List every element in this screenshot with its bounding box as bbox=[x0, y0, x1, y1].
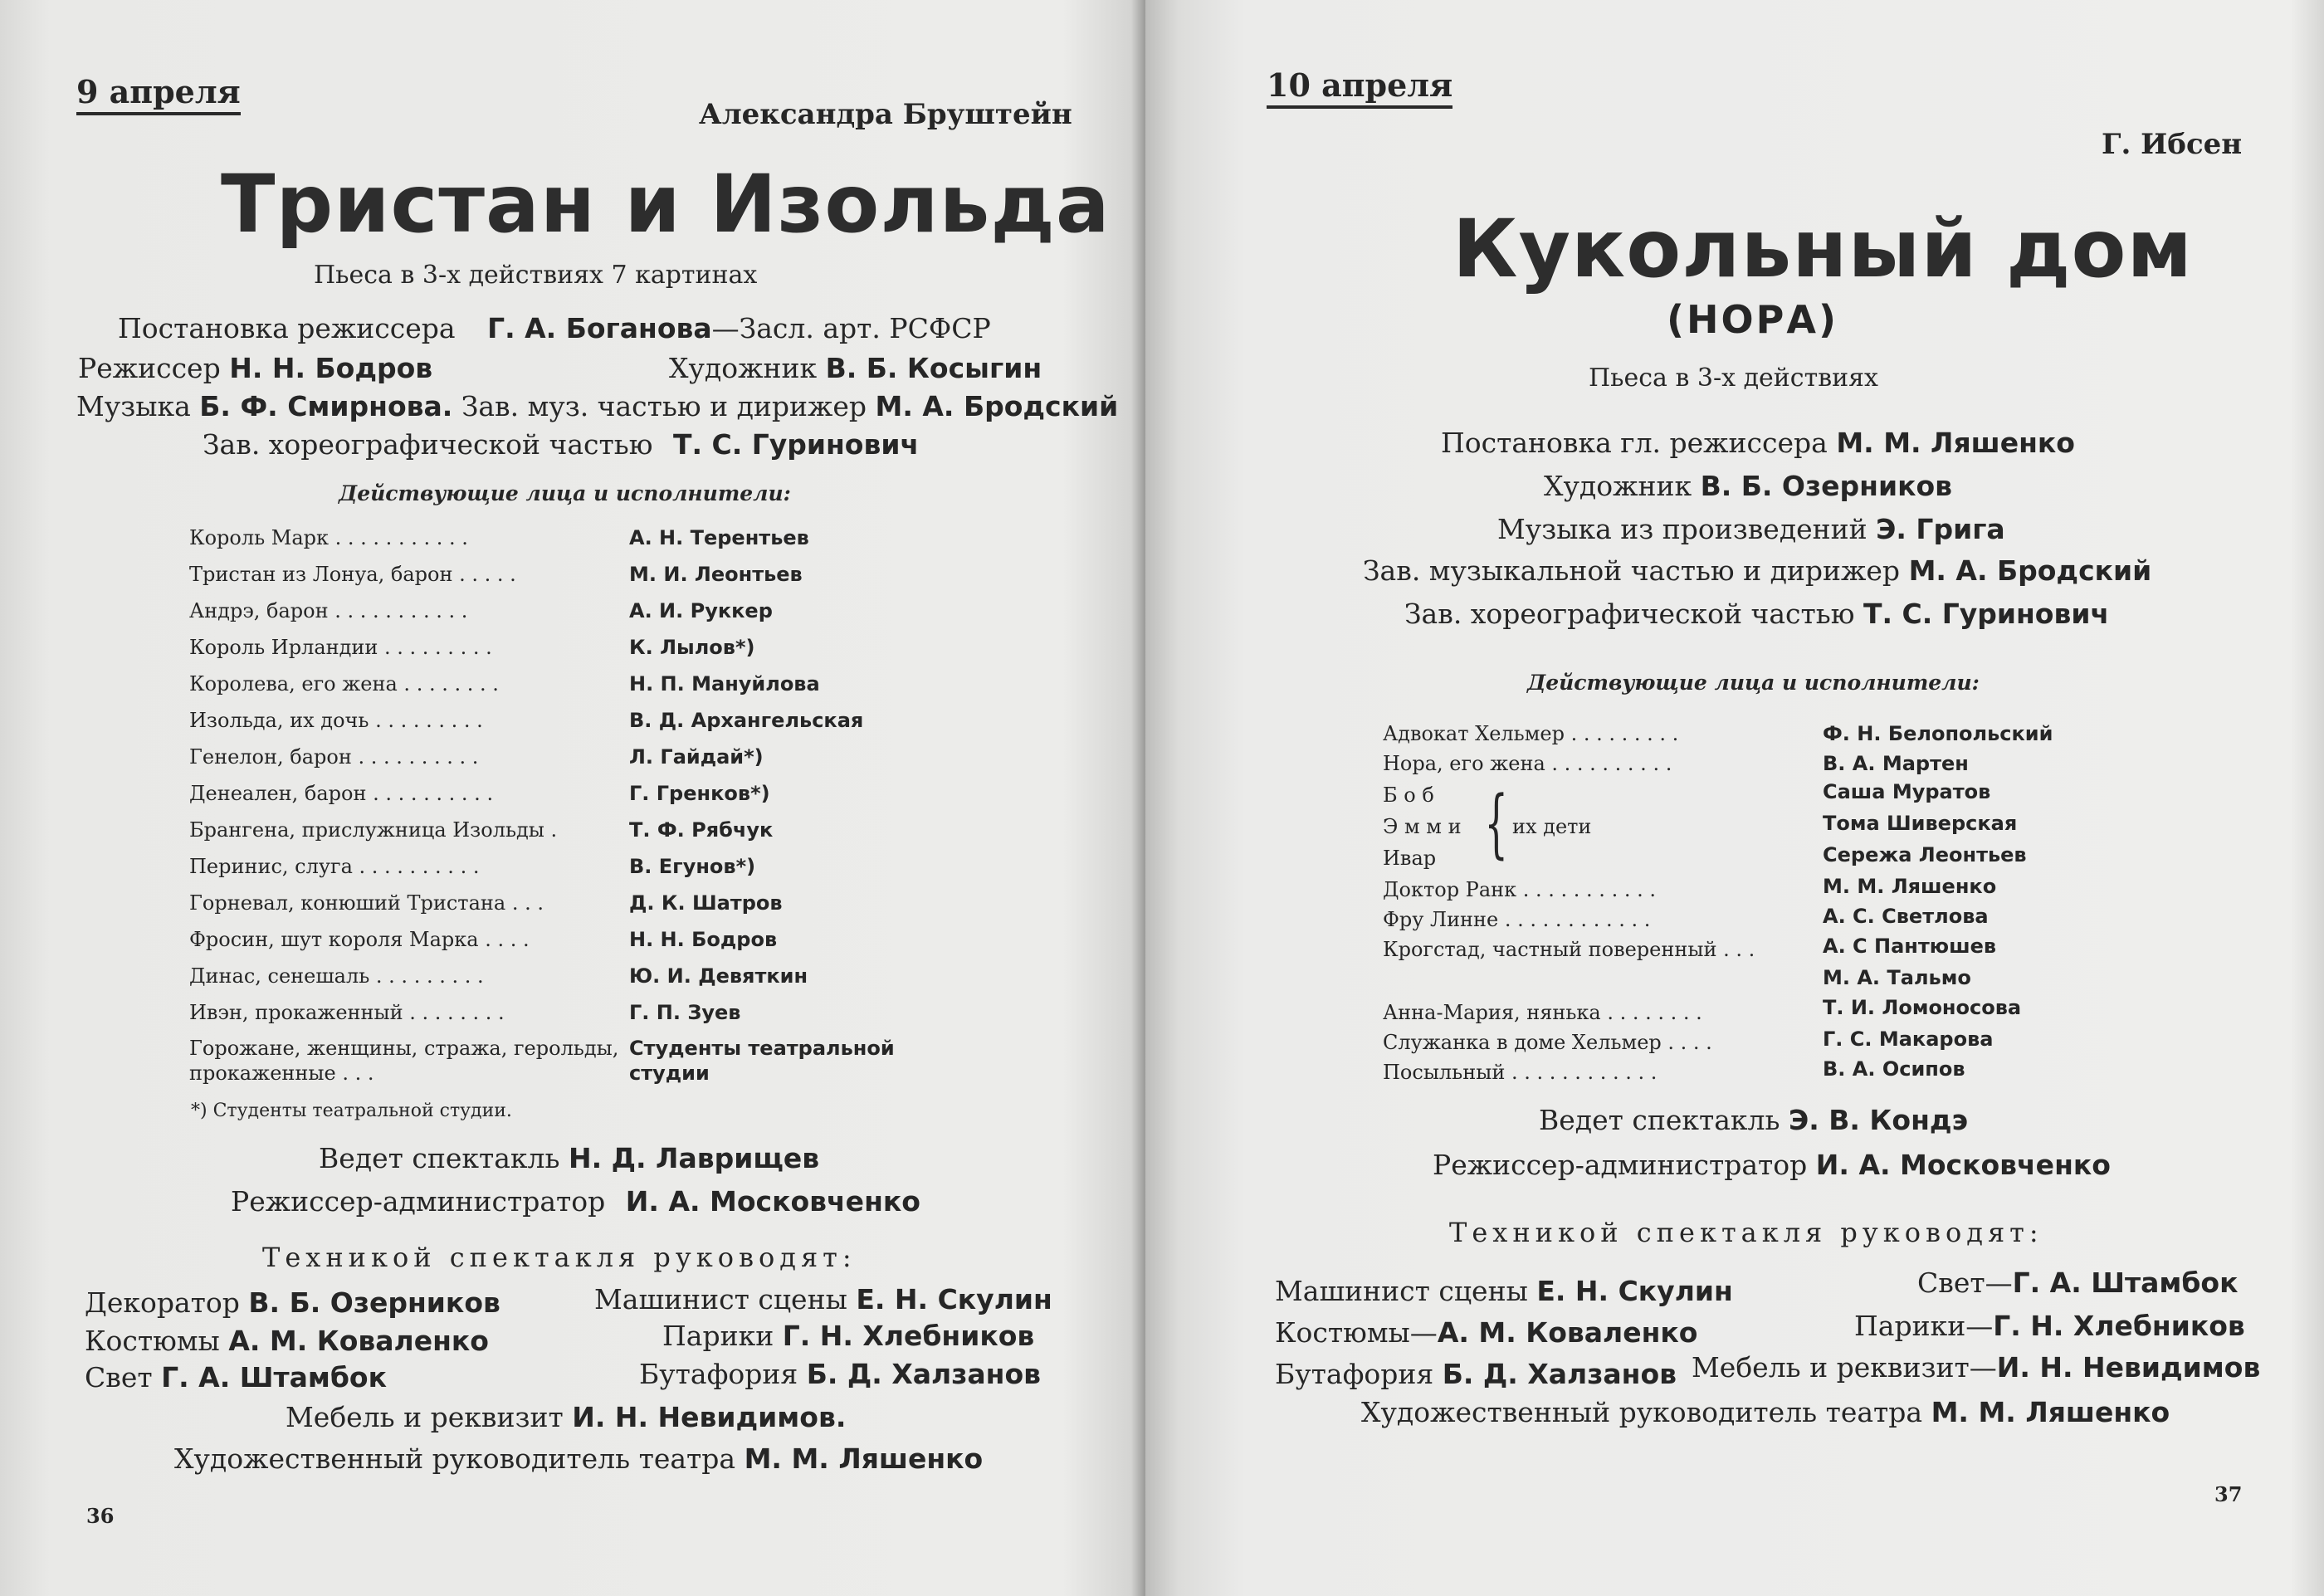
right-cast-list bbox=[1383, 722, 2213, 1087]
cast-actor: Саша Муратов bbox=[1823, 780, 1991, 803]
child-name: Б о б bbox=[1383, 783, 1434, 807]
left-crew-choreo: Зав. хореографической частью Т. С. Гуринович bbox=[203, 428, 920, 461]
cast-actor: Ф. Н. Белопольский bbox=[1823, 722, 2053, 745]
left-crew-artist: Художник В. Б. Косыгин bbox=[669, 352, 1042, 384]
cast-actor: В. А. Осипов bbox=[1823, 1057, 1965, 1081]
right-tech-machinist: Машинист сцены Е. Н. Скулин bbox=[1275, 1275, 1733, 1307]
cast-row: Горожане, женщины, стража, герольды, прокаженные . . . bbox=[189, 1037, 619, 1085]
cast-row: Король Марк . . . . . . . . . . . bbox=[189, 526, 468, 549]
cast-actor: В. Егунов*) bbox=[629, 855, 756, 878]
cast-actor: Т. И. Ломоносова bbox=[1823, 996, 2022, 1019]
cast-row: Брангена, прислужница Изольды . bbox=[189, 818, 558, 842]
right-crew-director: Постановка гл. режиссера М. М. Ляшенко bbox=[1441, 427, 2075, 459]
cast-row: Нора, его жена . . . . . . . . . . bbox=[1383, 752, 1672, 775]
cast-actor: Д. К. Шатров bbox=[629, 891, 783, 915]
left-admin: Режиссер-администратор И. А. Московченко bbox=[231, 1185, 920, 1218]
left-tech-decorator: Декоратор В. Б. Озерников bbox=[85, 1286, 500, 1319]
cast-row: Служанка в доме Хельмер . . . . bbox=[1383, 1031, 1712, 1054]
cast-actor: Л. Гайдай*) bbox=[629, 745, 764, 769]
left-crew-regisseur: Режиссер Н. Н. Бодров bbox=[78, 352, 433, 384]
cast-row: Анна-Мария, нянька . . . . . . . . bbox=[1383, 1001, 1702, 1024]
left-page bbox=[0, 0, 1145, 1596]
children-label: их дети bbox=[1512, 815, 1592, 838]
cast-actor: Н. Н. Бодров bbox=[629, 928, 778, 951]
left-tech-machinist: Машинист сцены Е. Н. Скулин bbox=[594, 1283, 1052, 1315]
cast-row: Перинис, слуга . . . . . . . . . . bbox=[189, 855, 480, 878]
right-page bbox=[1145, 0, 2324, 1596]
cast-actor: Студенты театральной студии bbox=[629, 1037, 895, 1085]
left-title: Тристан и Изольда bbox=[221, 158, 1111, 251]
cast-row: Ивэн, прокаженный . . . . . . . . bbox=[189, 1001, 505, 1024]
left-tech-light: Свет Г. А. Штамбок bbox=[85, 1361, 387, 1393]
left-cast-heading: Действующие лица и исполнители: bbox=[339, 481, 791, 505]
cast-row: Король Ирландии . . . . . . . . . bbox=[189, 636, 492, 659]
right-art-director: Художественный руководитель театра М. М. Ляшенко bbox=[1361, 1396, 2170, 1428]
cast-actor: А. С Пантюшев bbox=[1823, 935, 1997, 958]
left-subtitle: Пьеса в 3-х действиях 7 картинах bbox=[314, 261, 758, 290]
cast-row: Посыльный . . . . . . . . . . . . bbox=[1383, 1061, 1658, 1084]
cast-row: Динас, сенешаль . . . . . . . . . bbox=[189, 964, 484, 988]
right-author: Г. Ибсен bbox=[2102, 128, 2243, 161]
cast-row: Андрэ, барон . . . . . . . . . . . bbox=[189, 599, 468, 622]
right-crew-music: Музыка из произведений Э. Грига bbox=[1497, 513, 2005, 545]
cast-actor: А. И. Руккер bbox=[629, 599, 773, 622]
right-tech-heading: Техникой спектакля руководят: bbox=[1449, 1217, 2043, 1248]
right-title-sub: (НОРА) bbox=[1667, 297, 1838, 342]
cast-actor: А. С. Светлова bbox=[1823, 905, 1989, 928]
right-crew-conductor: Зав. музыкальной частью и дирижер М. А. Бродский bbox=[1363, 554, 2152, 587]
left-art-director: Художественный руководитель театра М. М. Ляшенко bbox=[174, 1442, 984, 1475]
cast-actor: Сережа Леонтьев bbox=[1823, 843, 2027, 866]
right-tech-wigs: Парики—Г. Н. Хлебников bbox=[1854, 1310, 2245, 1342]
cast-actor: Г. П. Зуев bbox=[629, 1001, 741, 1024]
cast-row: Денеален, барон . . . . . . . . . . bbox=[189, 782, 494, 805]
cast-row: Фру Линне . . . . . . . . . . . . bbox=[1383, 908, 1651, 931]
right-tech-props: Бутафория Б. Д. Халзанов bbox=[1275, 1358, 1677, 1390]
cast-row: Доктор Ранк . . . . . . . . . . . bbox=[1383, 878, 1656, 901]
cast-actor: А. Н. Терентьев bbox=[629, 526, 809, 549]
child-name: Э м м и bbox=[1383, 815, 1462, 838]
cast-actor: В. А. Мартен bbox=[1823, 752, 1969, 775]
right-page-number: 37 bbox=[2214, 1482, 2243, 1506]
right-crew-choreo: Зав. хореографической частью Т. С. Гуринович bbox=[1404, 598, 2110, 630]
left-author: Александра Бруштейн bbox=[699, 98, 1072, 131]
left-page-number: 36 bbox=[86, 1504, 115, 1528]
left-cast-list bbox=[189, 526, 936, 1091]
cast-row: Королева, его жена . . . . . . . . bbox=[189, 672, 499, 696]
cast-row: Генелон, барон . . . . . . . . . . bbox=[189, 745, 479, 769]
left-tech-costumes: Костюмы А. М. Коваленко bbox=[85, 1325, 489, 1357]
child-name: Ивар bbox=[1383, 847, 1437, 870]
cast-actor: М. М. Ляшенко bbox=[1823, 875, 1997, 898]
right-subtitle: Пьеса в 3-х действиях bbox=[1589, 364, 1878, 393]
left-tech-wigs: Парики Г. Н. Хлебников bbox=[662, 1320, 1035, 1352]
cast-actor: К. Лылов*) bbox=[629, 636, 755, 659]
right-tech-costumes: Костюмы—А. М. Коваленко bbox=[1275, 1316, 1698, 1349]
left-tech-props: Бутафория Б. Д. Халзанов bbox=[639, 1358, 1042, 1390]
cast-actor: Тома Шиверская bbox=[1823, 812, 2018, 835]
cast-actor: М. А. Тальмо bbox=[1823, 966, 1971, 989]
brace-icon: { bbox=[1484, 780, 1508, 867]
right-date: 10 апреля bbox=[1267, 66, 1452, 109]
left-lead: Ведет спектакль Н. Д. Лаврищев bbox=[319, 1142, 820, 1174]
right-admin: Режиссер-администратор И. А. Московченко bbox=[1433, 1149, 2111, 1181]
right-title: Кукольный дом bbox=[1452, 203, 2193, 295]
left-crew-director: Постановка режиссера Г. А. Боганова—Засл. арт. РСФСР bbox=[118, 312, 991, 344]
left-date: 9 апреля bbox=[76, 73, 241, 115]
cast-row: Крогстад, частный поверенный . . . bbox=[1383, 938, 1755, 961]
cast-row: Адвокат Хельмер . . . . . . . . . bbox=[1383, 722, 1679, 745]
cast-actor: Г. С. Макарова bbox=[1823, 1027, 1994, 1051]
cast-actor: Ю. И. Девяткин bbox=[629, 964, 808, 988]
cast-actor: В. Д. Архангельская bbox=[629, 709, 864, 732]
right-cast-heading: Действующие лица и исполнители: bbox=[1527, 671, 1980, 695]
cast-row: Изольда, их дочь . . . . . . . . . bbox=[189, 709, 483, 732]
left-footnote: *) Студенты театральной студии. bbox=[191, 1101, 512, 1121]
right-lead: Ведет спектакль Э. В. Кондэ bbox=[1539, 1104, 1969, 1136]
cast-actor: Г. Гренков*) bbox=[629, 782, 770, 805]
cast-actor: Т. Ф. Рябчук bbox=[629, 818, 774, 842]
cast-actor: Н. П. Мануйлова bbox=[629, 672, 820, 696]
cast-row: Фросин, шут короля Марка . . . . bbox=[189, 928, 530, 951]
cast-row: Горневал, конюший Тристана . . . bbox=[189, 891, 544, 915]
cast-row: Тристан из Лонуа, барон . . . . . bbox=[189, 563, 516, 586]
left-tech-heading: Техникой спектакля руководят: bbox=[262, 1242, 857, 1273]
left-crew-music: Музыка Б. Ф. Смирнова. Зав. муз. частью и дирижер М. А. Бродский bbox=[76, 390, 1119, 422]
right-tech-furniture: Мебель и реквизит—И. Н. Невидимов bbox=[1692, 1351, 2261, 1384]
right-tech-light: Свет—Г. А. Штамбок bbox=[1917, 1267, 2239, 1299]
right-crew-artist: Художник В. Б. Озерников bbox=[1544, 470, 1953, 502]
cast-actor: М. И. Леонтьев bbox=[629, 563, 803, 586]
left-tech-furniture: Мебель и реквизит И. Н. Невидимов. bbox=[286, 1401, 847, 1433]
